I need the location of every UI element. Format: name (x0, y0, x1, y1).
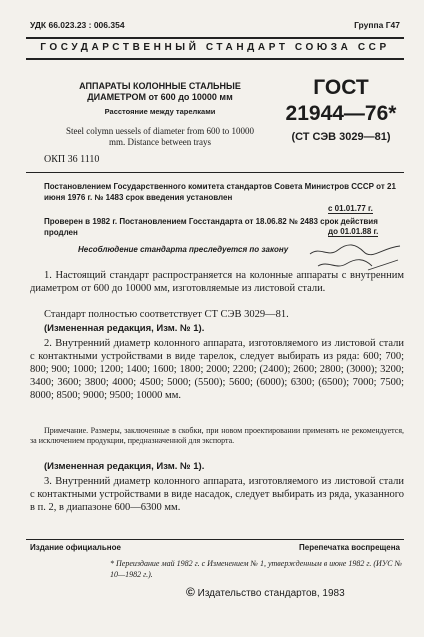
paragraph-1: 1. Настоящий стандарт распространяется на колонные аппараты с внутренним диаметром от 600 до 10000 мм, изготовляемые из листовой стали. (30, 270, 404, 294)
group-code: Группа Г47 (354, 20, 400, 30)
header-rule-top (26, 37, 404, 39)
org-title: ГОСУДАРСТВЕННЫЙ СТАНДАРТ СОЮЗА ССР (40, 42, 390, 53)
header-rule-bottom (26, 58, 404, 60)
paragraph-3: 3. Внутренний диаметр колонного аппарата, изготовляемого из листовой стали с контактными устройствами в виде насадок, следует выбирать из ряда, указанного в п. 2, в диапазоне 600—6300 мм. (30, 476, 404, 513)
amendment-note-2: (Измененная редакция, Изм. № 1). (44, 461, 205, 472)
gost-number: 21944—76* (285, 102, 397, 125)
standard-title-en: Steel colymn uessels of diameter from 600 to 10000 mm. Distance between trays (66, 126, 254, 147)
reprint-note: * Переиздание май 1982 г. с Изменением № 1, утвержденным в июне 1982 г. (ИУС № 10—1982 г.). (110, 559, 403, 579)
amendment-note-1: (Измененная редакция, Изм. № 1). (44, 323, 205, 334)
copyright-symbol: © (186, 585, 195, 599)
edition-label: Издание официальное (30, 543, 121, 552)
okp-rule (26, 172, 404, 173)
okp-code: ОКП 36 1110 (44, 154, 100, 165)
extend-date: до 01.01.88 г. (328, 227, 379, 236)
standard-title-ru: АППАРАТЫ КОЛОННЫЕ СТАЛЬНЫЕ ДИАМЕТРОМ от 600 до 10000 мм (79, 81, 241, 102)
sev-reference: (СТ СЭВ 3029—81) (291, 131, 391, 143)
check-text: Проверен в 1982 г. Постановлением Госстандарта от 18.06.82 № 2483 срок действия продлен (44, 217, 378, 237)
paragraph-note: Примечание. Размеры, заключенные в скобки, при новом проектировании применять не рекомендуется, за исключением продукции, предназначенной для экспорта. (30, 426, 404, 445)
paragraph-2: 2. Внутренний диаметр колонного аппарата, изготовляемого из листовой стали с контактными устройствами в виде тарелок, следует выбирать из ряда: 600; 700; 800; 900; 1000; 1200; 1400; 1600; 1800; 2000; 2200; (2400); 2600; 2800; (3000); 3200; 3400; 3600; 3800; 4000; 4500; 5000; (5500); 5600; (6000); 6300; (6500); 7000; 7500; 8000; 8500; 9000; 9500; 10000 мм. (30, 338, 404, 401)
paragraph-1-compliance: Стандарт полностью соответствует СТ СЭВ 3029—81. (44, 309, 289, 320)
intro-date: с 01.01.77 г. (328, 204, 373, 213)
standard-subtitle-ru: Расстояние между тарелками (104, 107, 216, 116)
no-reprint-label: Перепечатка воспрещена (299, 543, 400, 552)
footer-rule (26, 539, 404, 540)
gost-label: ГОСТ (313, 76, 369, 99)
copyright-text: Издательство стандартов, 1983 (197, 588, 345, 599)
copyright (186, 585, 345, 599)
udk-code: УДК 66.023.23 : 006.354 (30, 20, 125, 30)
legal-warning: Несоблюдение стандарта преследуется по закону (78, 245, 289, 254)
decree-text: Постановлением Государственного комитета стандартов Совета Министров СССР от 21 июня 1976 г. № 1483 срок введения установлен (44, 182, 396, 202)
